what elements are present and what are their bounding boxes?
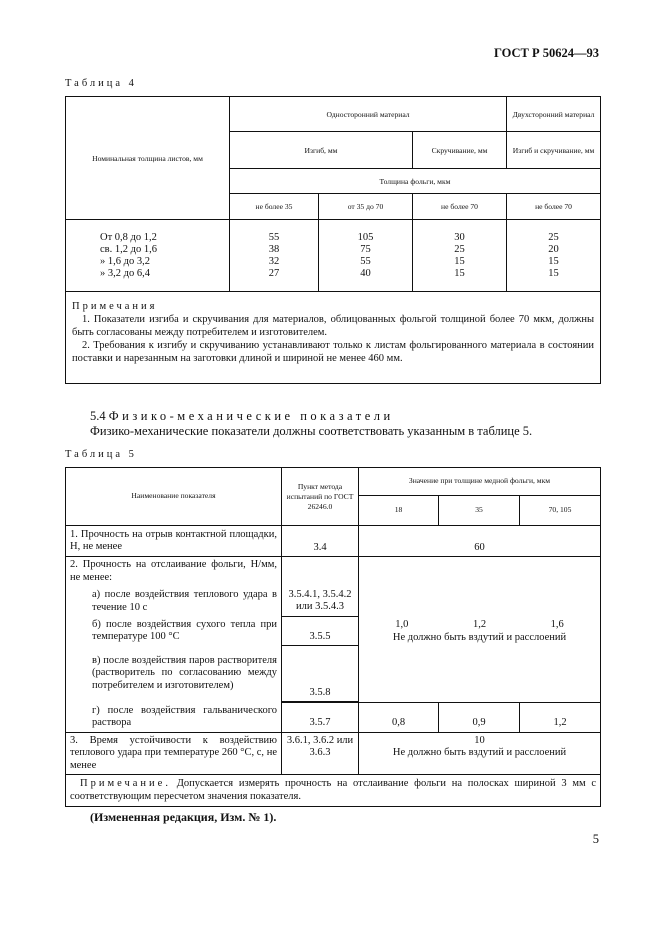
row2a-method: 3.5.4.1, 3.5.4.2 или 3.5.4.3	[282, 587, 359, 617]
row2g-name: г) после воздействия гальванического раствора	[66, 703, 282, 733]
note-1: 1. Показатели изгиба и скручивания для материалов, облицованных фольгой толщиной более 70 мкм, должны быть согласованы между потребителем и изготовителем.	[72, 314, 595, 338]
thickness-ranges	[66, 220, 230, 292]
sub-header: от 35 до 70	[319, 194, 413, 220]
col-nominal-thickness: Номинальная толщина листов, мм	[66, 97, 230, 220]
row2v-method: 3.5.8	[282, 646, 359, 702]
table4-caption: Таблица 4	[65, 78, 137, 89]
list-item: » 1,6 до 3,2	[100, 256, 150, 267]
table5-note: Примечание. Допускается измерять прочность на отслаивание фольги на полосках шириной 3 мм с соответствующим пересчетом значения показателя.	[66, 775, 601, 807]
table5-caption: Таблица 5	[65, 449, 137, 460]
document-code: ГОСТ Р 50624—93	[493, 46, 599, 60]
row2a-name: а) после воздействия теплового удара в течение 10 с	[66, 587, 282, 617]
header-35: 35	[439, 496, 520, 526]
header-indicator-name: Наименование показателя	[66, 468, 282, 526]
table4-notes	[66, 292, 601, 384]
header-18: 18	[359, 496, 439, 526]
two-side-values: 25 20 15 15	[507, 220, 601, 292]
sub-header: не более 70	[507, 194, 601, 220]
header-twist: Скручивание, мм	[413, 132, 507, 169]
row2abv-values: 1,0 1,2 1,6 Не должно быть вздутий и расслоений	[359, 557, 601, 703]
row2g-70: 1,2	[520, 703, 601, 733]
row2g-35: 0,9	[439, 703, 520, 733]
table-5	[65, 467, 601, 807]
row1-method: 3.4	[282, 526, 359, 557]
header-bend: Изгиб, мм	[230, 132, 413, 169]
page-number: 5	[592, 832, 599, 846]
row1-value: 60	[359, 526, 601, 557]
header-foil-thickness: Толщина фольги, мкм	[230, 169, 601, 194]
row3-value: 10 Не должно быть вздутий и расслоений	[359, 732, 601, 775]
row3-text: Не должно быть вздутий и расслоений	[392, 747, 567, 758]
header-one-side: Односторонний материал	[230, 97, 507, 132]
table-4	[65, 96, 601, 384]
section-text: Физико-механические показатели должны соответствовать указанным в таблице 5.	[90, 424, 533, 438]
row3-name: 3. Время устойчивости к воздействию теплового удара при температуре 260 °С, с, не менее	[66, 732, 282, 775]
bend-35-values: 55 38 32 27	[230, 220, 319, 292]
sub-header: не более 70	[413, 194, 507, 220]
header-two-side: Двухсторонний материал	[507, 97, 601, 132]
note-2: 2. Требования к изгибу и скручиванию устанавливают только к листам фольгированного материала в состоянии поставки и нарезанным на заготовки длиной и шириной не менее 460 мм.	[72, 340, 595, 364]
row2abv-text: Не должно быть вздутий и расслоений	[392, 631, 567, 643]
list-item: » 3,2 до 6,4	[100, 268, 150, 279]
notes-title: Примечания	[72, 301, 158, 312]
sub-header: не более 35	[230, 194, 319, 220]
list-item: От 0,8 до 1,2	[100, 232, 157, 243]
row2g-method: 3.5.7	[282, 703, 359, 733]
header-test-method: Пункт метода испытаний по ГОСТ 26246.0	[282, 468, 359, 526]
section-heading: 5.4 Физико-механические показатели	[90, 409, 394, 423]
row2-name: 2. Прочность на отслаивание фольги, Н/мм, не менее:	[66, 557, 282, 587]
row2b-name: б) после воздействия сухого тепла при температуре 100 °С	[66, 617, 282, 646]
row2v-name: в) после воздействия паров растворителя (растворитель по согласованию между потребителем и изготовителем)	[66, 646, 282, 702]
row1-name: 1. Прочность на отрыв контактной площадки, Н, не менее	[66, 526, 282, 557]
edition-note: (Измененная редакция, Изм. № 1).	[90, 810, 277, 824]
twist-values: 30 25 15 15	[413, 220, 507, 292]
row2b-method: 3.5.5	[282, 617, 359, 646]
row3-method: 3.6.1, 3.6.2 или 3.6.3	[282, 732, 359, 775]
header-bend-twist: Изгиб и скручивание, мм	[507, 132, 601, 169]
header-70-105: 70, 105	[520, 496, 601, 526]
bend-35-70-values: 105 75 55 40	[319, 220, 413, 292]
header-value: Значение при толщине медной фольги, мкм	[359, 468, 601, 496]
row2g-18: 0,8	[359, 703, 439, 733]
list-item: св. 1,2 до 1,6	[100, 244, 157, 255]
